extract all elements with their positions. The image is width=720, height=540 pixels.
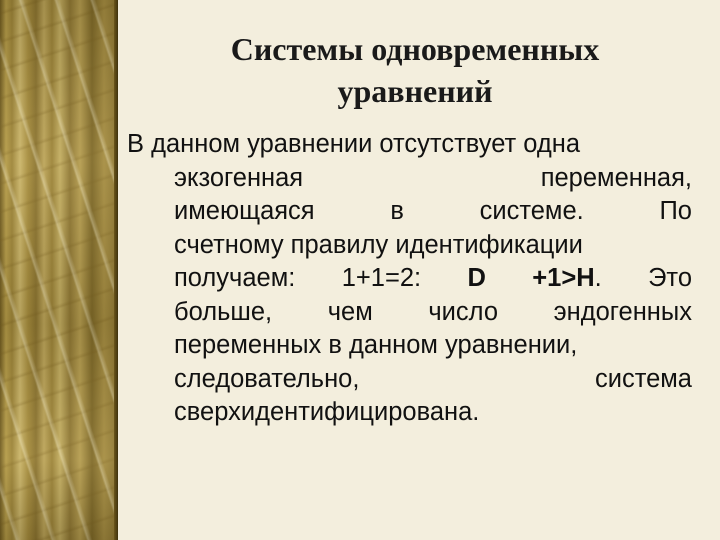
- body-line-2-word-1: экзогенная: [174, 163, 304, 192]
- body-line-5-var-d: D: [467, 264, 486, 292]
- body-line-6-word-4: эндогенных: [553, 297, 692, 326]
- slide-title-line-2: уравнений: [337, 73, 493, 109]
- body-line-8-word-2: система: [594, 364, 692, 393]
- body-line-6-word-2: чем: [327, 297, 373, 326]
- slide-title-line-1: Системы одновременных: [230, 31, 600, 67]
- body-line-4: счетному правилу идентификации: [174, 230, 583, 259]
- body-line-6-word-1: больше,: [174, 297, 273, 326]
- body-line-3-word-2: в: [390, 197, 404, 225]
- body-line-8: [127, 363, 692, 397]
- border-edge: [114, 0, 118, 540]
- body-line-5-period: .: [594, 264, 602, 292]
- body-line-5: [127, 262, 692, 296]
- body-line-3-word-4: По: [659, 197, 692, 225]
- body-line-5-word-last: Это: [648, 264, 692, 292]
- decorative-gold-border: [0, 0, 118, 540]
- body-line-5-word-1: получаем:: [174, 264, 296, 292]
- slide-title: [130, 28, 700, 112]
- border-shading: [0, 0, 118, 540]
- body-line-6-word-3: число: [428, 297, 499, 326]
- body-line-6: [127, 296, 692, 330]
- body-line-2-word-2: переменная,: [540, 163, 692, 192]
- body-line-3: [127, 195, 692, 229]
- slide-body: [127, 128, 692, 430]
- body-line-9: сверхидентифицирована.: [174, 398, 480, 426]
- body-line-3-word-1: имеющаяся: [174, 197, 315, 225]
- body-line-5-expr: [532, 262, 601, 296]
- body-line-1: В данном уравнении отсутствует одна: [127, 130, 581, 158]
- body-line-5-inequality: +1>H: [532, 264, 595, 292]
- body-line-2: [127, 162, 692, 196]
- body-line-8-word-1: следовательно,: [174, 364, 360, 393]
- body-line-5-word-2: 1+1=2:: [341, 264, 422, 292]
- body-line-7: переменных в данном уравнении,: [174, 331, 578, 359]
- body-line-3-word-3: системе.: [479, 197, 584, 225]
